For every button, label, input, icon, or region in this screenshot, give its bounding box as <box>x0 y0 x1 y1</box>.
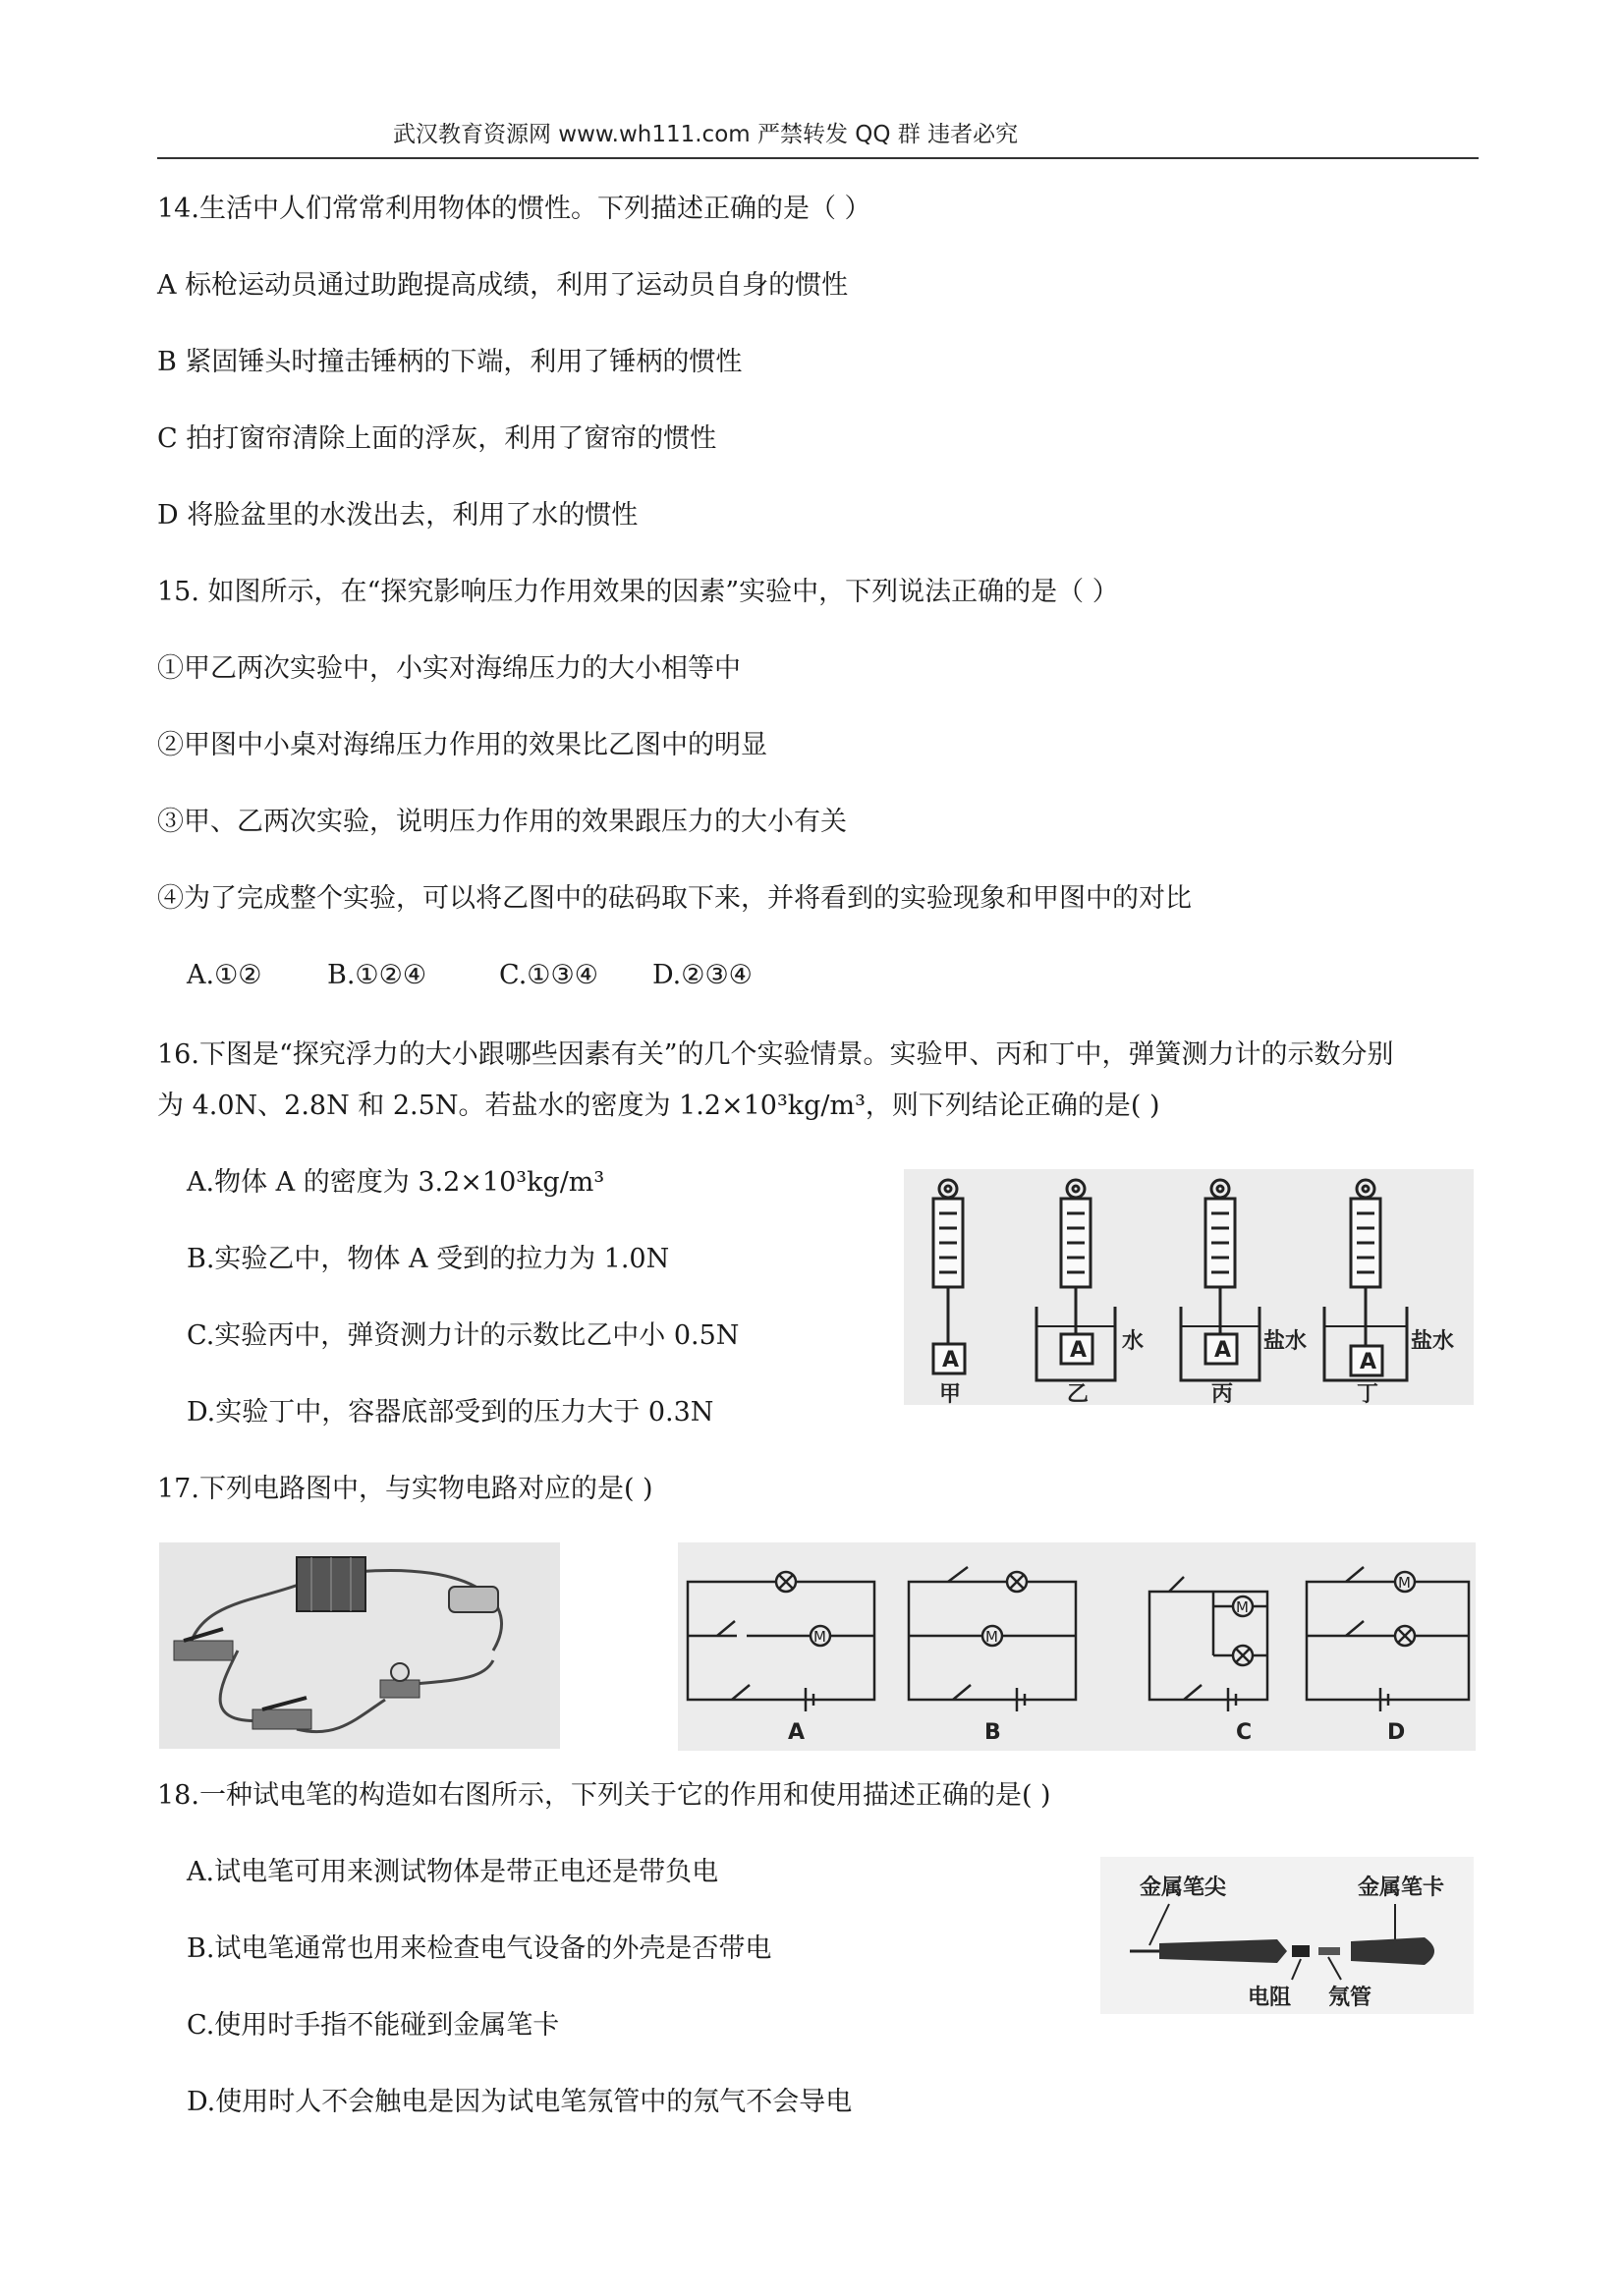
label-jia: 甲 <box>939 1382 962 1405</box>
circuit-label-b: B <box>984 1720 1001 1745</box>
q18-stem: 18.一种试电笔的构造如右图所示，下列关于它的作用和使用描述正确的是( ) <box>157 1780 1051 1811</box>
buoyancy-experiment-figure <box>904 1169 1474 1405</box>
q18-option-a: A.试电笔可用来测试物体是带正电还是带负电 <box>187 1857 719 1887</box>
motor-symbol-d: M <box>1398 1574 1411 1592</box>
q14-option-a: A 标枪运动员通过助跑提高成绩，利用了运动员自身的惯性 <box>157 270 849 301</box>
q15-option-b: B.①②④ <box>327 960 427 990</box>
q17-stem: 17.下列电路图中，与实物电路对应的是( ) <box>157 1474 653 1504</box>
header-rule <box>157 157 1479 159</box>
q15-statement-2: ②甲图中小桌对海绵压力作用的效果比乙图中的明显 <box>157 730 767 760</box>
page-header: 武汉教育资源网 www.wh111.com 严禁转发 QQ 群 违者必究 <box>393 122 1019 147</box>
motor-symbol-c: M <box>1236 1598 1249 1616</box>
resistor-label: 电阻 <box>1248 1986 1292 2010</box>
salt-water-label-bing: 盐水 <box>1263 1329 1308 1354</box>
q14-option-d: D 将脸盆里的水泼出去，利用了水的惯性 <box>157 500 639 531</box>
q15-statement-1: ①甲乙两次实验中，小实对海绵压力的大小相等中 <box>157 653 741 684</box>
q16-option-c: C.实验丙中，弹资测力计的示数比乙中小 0.5N <box>187 1320 740 1351</box>
q15-statement-4: ④为了完成整个实验，可以将乙图中的砝码取下来，并将看到的实验现象和甲图中的对比 <box>157 883 1192 914</box>
q14-option-b: B 紧固锤头时撞击锤柄的下端，利用了锤柄的惯性 <box>157 347 743 377</box>
q15-stem: 15. 如图所示，在“探究影响压力作用效果的因素”实验中，下列说法正确的是（ ） <box>157 577 1119 607</box>
label-yi: 乙 <box>1067 1382 1090 1405</box>
motor-symbol-a: M <box>813 1628 826 1646</box>
q16-option-a: A.物体 A 的密度为 3.2×10³kg/m³ <box>187 1167 605 1198</box>
circuit-a <box>688 1572 874 1711</box>
water-label: 水 <box>1122 1329 1145 1354</box>
metal-tip-label: 金属笔尖 <box>1140 1876 1227 1900</box>
circuit-d <box>1307 1567 1469 1711</box>
physical-circuit-svg <box>159 1542 560 1749</box>
buoyancy-figure-svg <box>904 1169 1474 1405</box>
physical-circuit-photo <box>159 1542 560 1749</box>
circuit-schematics-figure <box>678 1542 1476 1751</box>
q16-stem-line1: 16.下图是“探究浮力的大小跟哪些因素有关”的几个实验情景。实验甲、丙和丁中，弹簧测力计的示数分别 <box>157 1039 1394 1070</box>
metal-clip-label: 金属笔卡 <box>1358 1876 1445 1900</box>
block-a-bing: A <box>1214 1338 1232 1363</box>
q15-statement-3: ③甲、乙两次实验，说明压力作用的效果跟压力的大小有关 <box>157 807 847 837</box>
q14-option-c: C 拍打窗帘清除上面的浮灰，利用了窗帘的惯性 <box>157 423 717 454</box>
test-pen-svg <box>1100 1857 1474 2014</box>
q16-option-b: B.实验乙中，物体 A 受到的拉力为 1.0N <box>187 1244 670 1274</box>
circuit-c <box>1149 1577 1267 1711</box>
circuit-label-c: C <box>1236 1720 1253 1745</box>
test-pen-figure <box>1100 1857 1474 2014</box>
motor-symbol-b: M <box>985 1628 998 1646</box>
q14-stem: 14.生活中人们常常利用物体的惯性。下列描述正确的是（ ） <box>157 194 871 224</box>
q18-option-c: C.使用时手指不能碰到金属笔卡 <box>187 2010 560 2041</box>
label-bing: 丙 <box>1211 1382 1234 1405</box>
block-a-ding: A <box>1360 1350 1377 1374</box>
q16-option-d: D.实验丁中，容器底部受到的压力大于 0.3N <box>187 1397 714 1428</box>
block-a-yi: A <box>1070 1338 1088 1363</box>
block-a-jia: A <box>942 1348 960 1372</box>
q18-option-b: B.试电笔通常也用来检查电气设备的外壳是否带电 <box>187 1933 772 1964</box>
q15-option-d: D.②③④ <box>652 960 753 990</box>
q18-option-d: D.使用时人不会触电是因为试电笔氖管中的氖气不会导电 <box>187 2087 853 2117</box>
circuit-schematics-svg <box>678 1542 1476 1751</box>
label-ding: 丁 <box>1357 1382 1379 1405</box>
q15-option-a: A.①② <box>187 960 262 990</box>
spring-scale-jia <box>933 1180 965 1373</box>
circuit-label-a: A <box>788 1720 806 1745</box>
q15-option-c: C.①③④ <box>499 960 598 990</box>
circuit-label-d: D <box>1387 1720 1406 1745</box>
neon-tube-label: 氖管 <box>1328 1986 1372 2010</box>
q16-stem-line2: 为 4.0N、2.8N 和 2.5N。若盐水的密度为 1.2×10³kg/m³，则下列结论正确的是( ) <box>157 1091 1160 1121</box>
salt-water-label-ding: 盐水 <box>1411 1329 1455 1354</box>
